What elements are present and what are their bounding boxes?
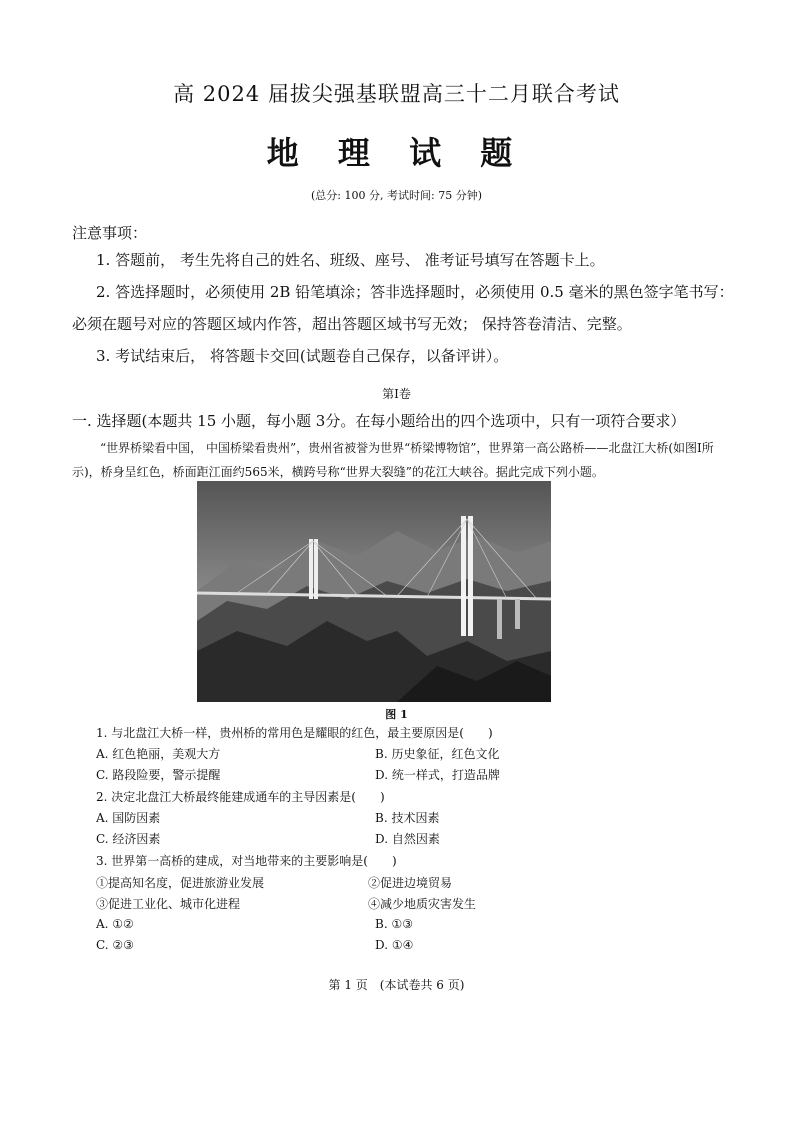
question-2-option-b: B. 技术因素 (375, 811, 440, 825)
exam-meta: (总分: 100 分, 考试时间: 75 分钟) (311, 189, 482, 202)
bridge-photo-image (197, 481, 551, 702)
notice-heading: 注意事项： (72, 224, 148, 242)
question-3-statement-4: ④减少地质灾害发生 (368, 897, 477, 911)
exam-title: 高 2024 届拔尖强基联盟高三十二月联合考试 (173, 82, 620, 106)
question-1-option-d: D. 统一样式，打造品牌 (375, 768, 500, 782)
question-2-option-d: D. 自然因素 (375, 832, 440, 846)
bridge-photo (197, 481, 551, 702)
question-3-statement-2: ②促进边境贸易 (368, 876, 453, 890)
question-3-stem: 3. 世界第一高桥的建成，对当地带来的主要影响是( ) (96, 854, 397, 868)
question-2-stem: 2. 决定北盘江大桥最终能建成通车的主导因素是( ) (96, 790, 385, 804)
question-1-option-c: C. 路段险要，警示提醒 (96, 768, 221, 782)
figure-caption: 图 1 (385, 708, 408, 721)
question-2-option-c: C. 经济因素 (96, 832, 161, 846)
question-1-option-a: A. 红色艳丽，美观大方 (96, 747, 221, 761)
question-3-option-d: D. ①④ (375, 938, 414, 952)
section-heading: 一. 选择题(本题共 15 小题，每小题 3分。在每小题给出的四个选项中，只有一项符合要求） (72, 412, 686, 430)
question-3-option-c: C. ②③ (96, 938, 134, 952)
question-1-option-b: B. 历史象征，红色文化 (375, 747, 500, 761)
notice-item-2: 2. 答选择题时，必须使用 2B 铅笔填涂；答非选择题时，必须使用 0.5 毫米的黑色签字笔书写：必须在题号对应的答题区域内作答，超出答题区域书写无效； 保持答卷清洁、完整。 (72, 283, 734, 333)
question-3-option-a: A. ①② (96, 917, 134, 931)
question-3-statement-1: ①提高知名度，促进旅游业发展 (96, 876, 265, 890)
page-footer: 第 1 页 (本试卷共 6 页) (328, 978, 465, 992)
question-3-statement-3: ③促进工业化、城市化进程 (96, 897, 241, 911)
question-intro: “世界桥梁看中国， 中国桥梁看贵州”，贵州省被誉为世界“桥梁博物馆”，世界第一高公路桥——北盘江大桥(如图Ⅰ所示)，桥身呈红色，桥面距江面约565米，横跨号称“世界大裂缝”的花江大峡谷。据此完成下列小题。 (72, 441, 714, 479)
notice-item-1: 1. 答题前， 考生先将自己的姓名、班级、座号、 准考证号填写在答题卡上。 (96, 251, 605, 269)
subject-title: 地 理 试 题 (266, 134, 527, 172)
notice-item-3: 3. 考试结束后， 将答题卡交回(试题卷自己保存，以备评讲）。 (96, 347, 509, 365)
volume-label: 第Ⅰ卷 (382, 387, 411, 401)
question-2-option-a: A. 国防因素 (96, 811, 161, 825)
question-3-option-b: B. ①③ (375, 917, 413, 931)
question-1-stem: 1. 与北盘江大桥一样，贵州桥的常用色是耀眼的红色，最主要原因是( ) (96, 726, 493, 740)
